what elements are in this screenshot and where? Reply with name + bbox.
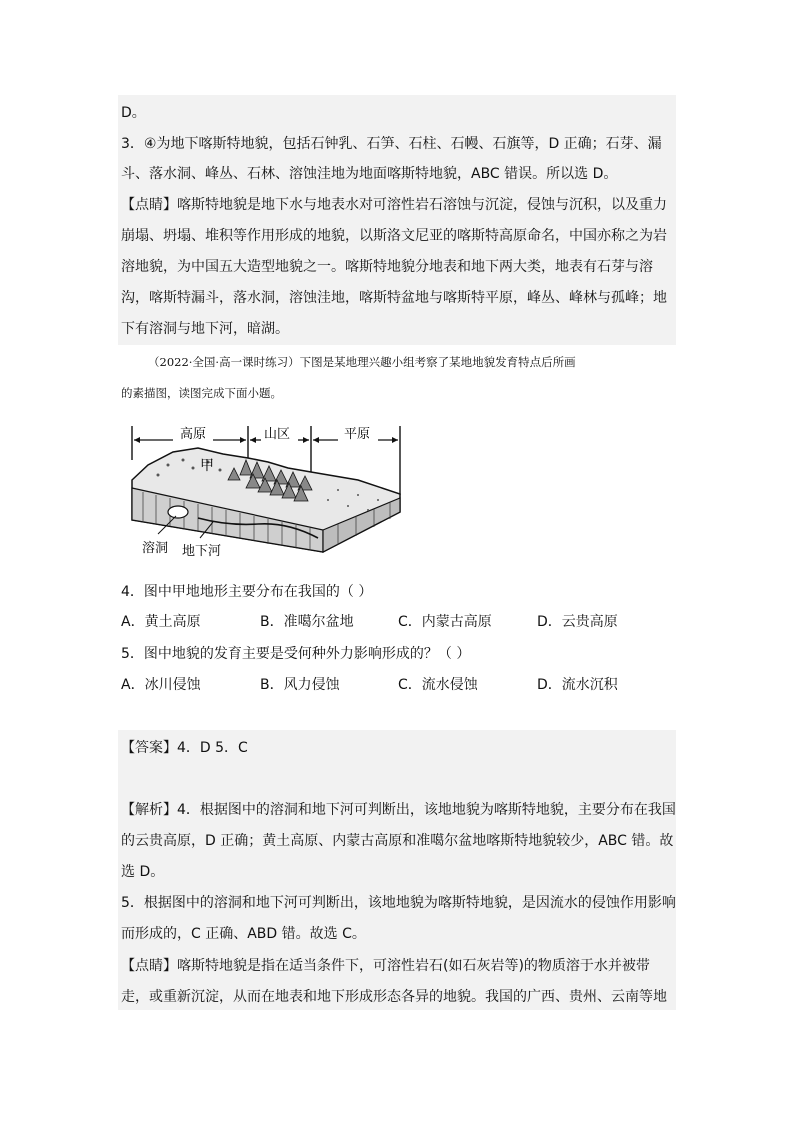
explanation-line-2: 3．④为地下喀斯特地貌，包括石钟乳、石笋、石柱、石幔、石旗等，D 正确；石芽、漏 (121, 136, 662, 152)
note-line-1: 【点睛】喀斯特地貌是地下水与地表水对可溶性岩石溶蚀与沉淀，侵蚀与沉积，以及重力 (121, 197, 667, 213)
question-5-option-a[interactable]: A．冰川侵蚀 (121, 677, 201, 693)
label-underground-river: 地下河 (182, 544, 222, 559)
question-4-option-c[interactable]: C．内蒙古高原 (398, 614, 492, 630)
explanation-line-3: 斗、落水洞、峰丛、石林、溶蚀洼地为地面喀斯特地貌，ABC 错误。所以选 D。 (121, 166, 618, 182)
question-5-stem: 5．图中地貌的发育主要是受何种外力影响形成的？（ ） (121, 646, 471, 662)
question-intro-line-2: 的素描图，读图完成下面小题。 (121, 386, 282, 400)
analysis-line-4: 5．根据图中的溶洞和地下河可判断出，该地地貌为喀斯特地貌，是因流水的侵蚀作用影响 (121, 895, 676, 911)
question-4-stem: 4．图中甲地地形主要分布在我国的（ ） (121, 584, 373, 600)
karst-landform-sketch (128, 420, 413, 560)
explanation-line-1: D。 (121, 105, 146, 121)
explanation-block-shade (118, 95, 676, 345)
analysis-note-line-2: 走，或重新沉淀，从而在地表和地下形成形态各异的地貌。我国的广西、贵州、云南等地 (121, 989, 667, 1005)
label-cave: 溶洞 (142, 541, 169, 556)
note-line-5: 下有溶洞与地下河，暗湖。 (121, 321, 289, 337)
question-5-option-c[interactable]: C．流水侵蚀 (398, 677, 478, 693)
label-plateau: 高原 (180, 427, 207, 442)
note-line-2: 崩塌、坍塌、堆积等作用形成的地貌，以斯洛文尼亚的喀斯特高原命名，中国亦称之为岩 (121, 228, 667, 244)
question-5-option-b[interactable]: B．风力侵蚀 (260, 677, 340, 693)
question-5-option-d[interactable]: D．流水沉积 (537, 677, 618, 693)
label-plain: 平原 (344, 427, 371, 442)
label-mountain: 山区 (264, 427, 291, 442)
analysis-line-3: 选 D。 (121, 864, 165, 880)
question-4-option-b[interactable]: B．准噶尔盆地 (260, 614, 354, 630)
analysis-note-line-1: 【点睛】喀斯特地貌是指在适当条件下，可溶性岩石(如石灰岩等)的物质溶于水并被带 (121, 958, 650, 974)
note-line-3: 溶地貌，为中国五大造型地貌之一。喀斯特地貌分地表和地下两大类，地表有石芽与溶 (121, 259, 653, 275)
analysis-line-2: 的云贵高原，D 正确；黄土高原、内蒙古高原和准噶尔盆地喀斯特地貌较少，ABC 错。故 (121, 833, 674, 849)
note-line-4: 沟，喀斯特漏斗，落水洞，溶蚀洼地，喀斯特盆地与喀斯特平原，峰丛、峰林与孤峰；地 (121, 290, 667, 306)
question-intro-line-1: （2022·全国·高一课时练习）下图是某地理兴趣小组考察了某地地貌发育特点后所画 (148, 355, 576, 369)
analysis-line-5: 而形成的，C 正确、ABD 错。故选 C。 (121, 926, 366, 942)
question-4-option-d[interactable]: D．云贵高原 (537, 614, 618, 630)
question-4-option-a[interactable]: A．黄土高原 (121, 614, 201, 630)
analysis-line-1: 【解析】4．根据图中的溶洞和地下河可判断出，该地地貌为喀斯特地貌，主要分布在我国 (121, 802, 676, 818)
answer-line: 【答案】4．D 5．C (121, 740, 248, 756)
label-jia: 甲 (200, 458, 214, 474)
